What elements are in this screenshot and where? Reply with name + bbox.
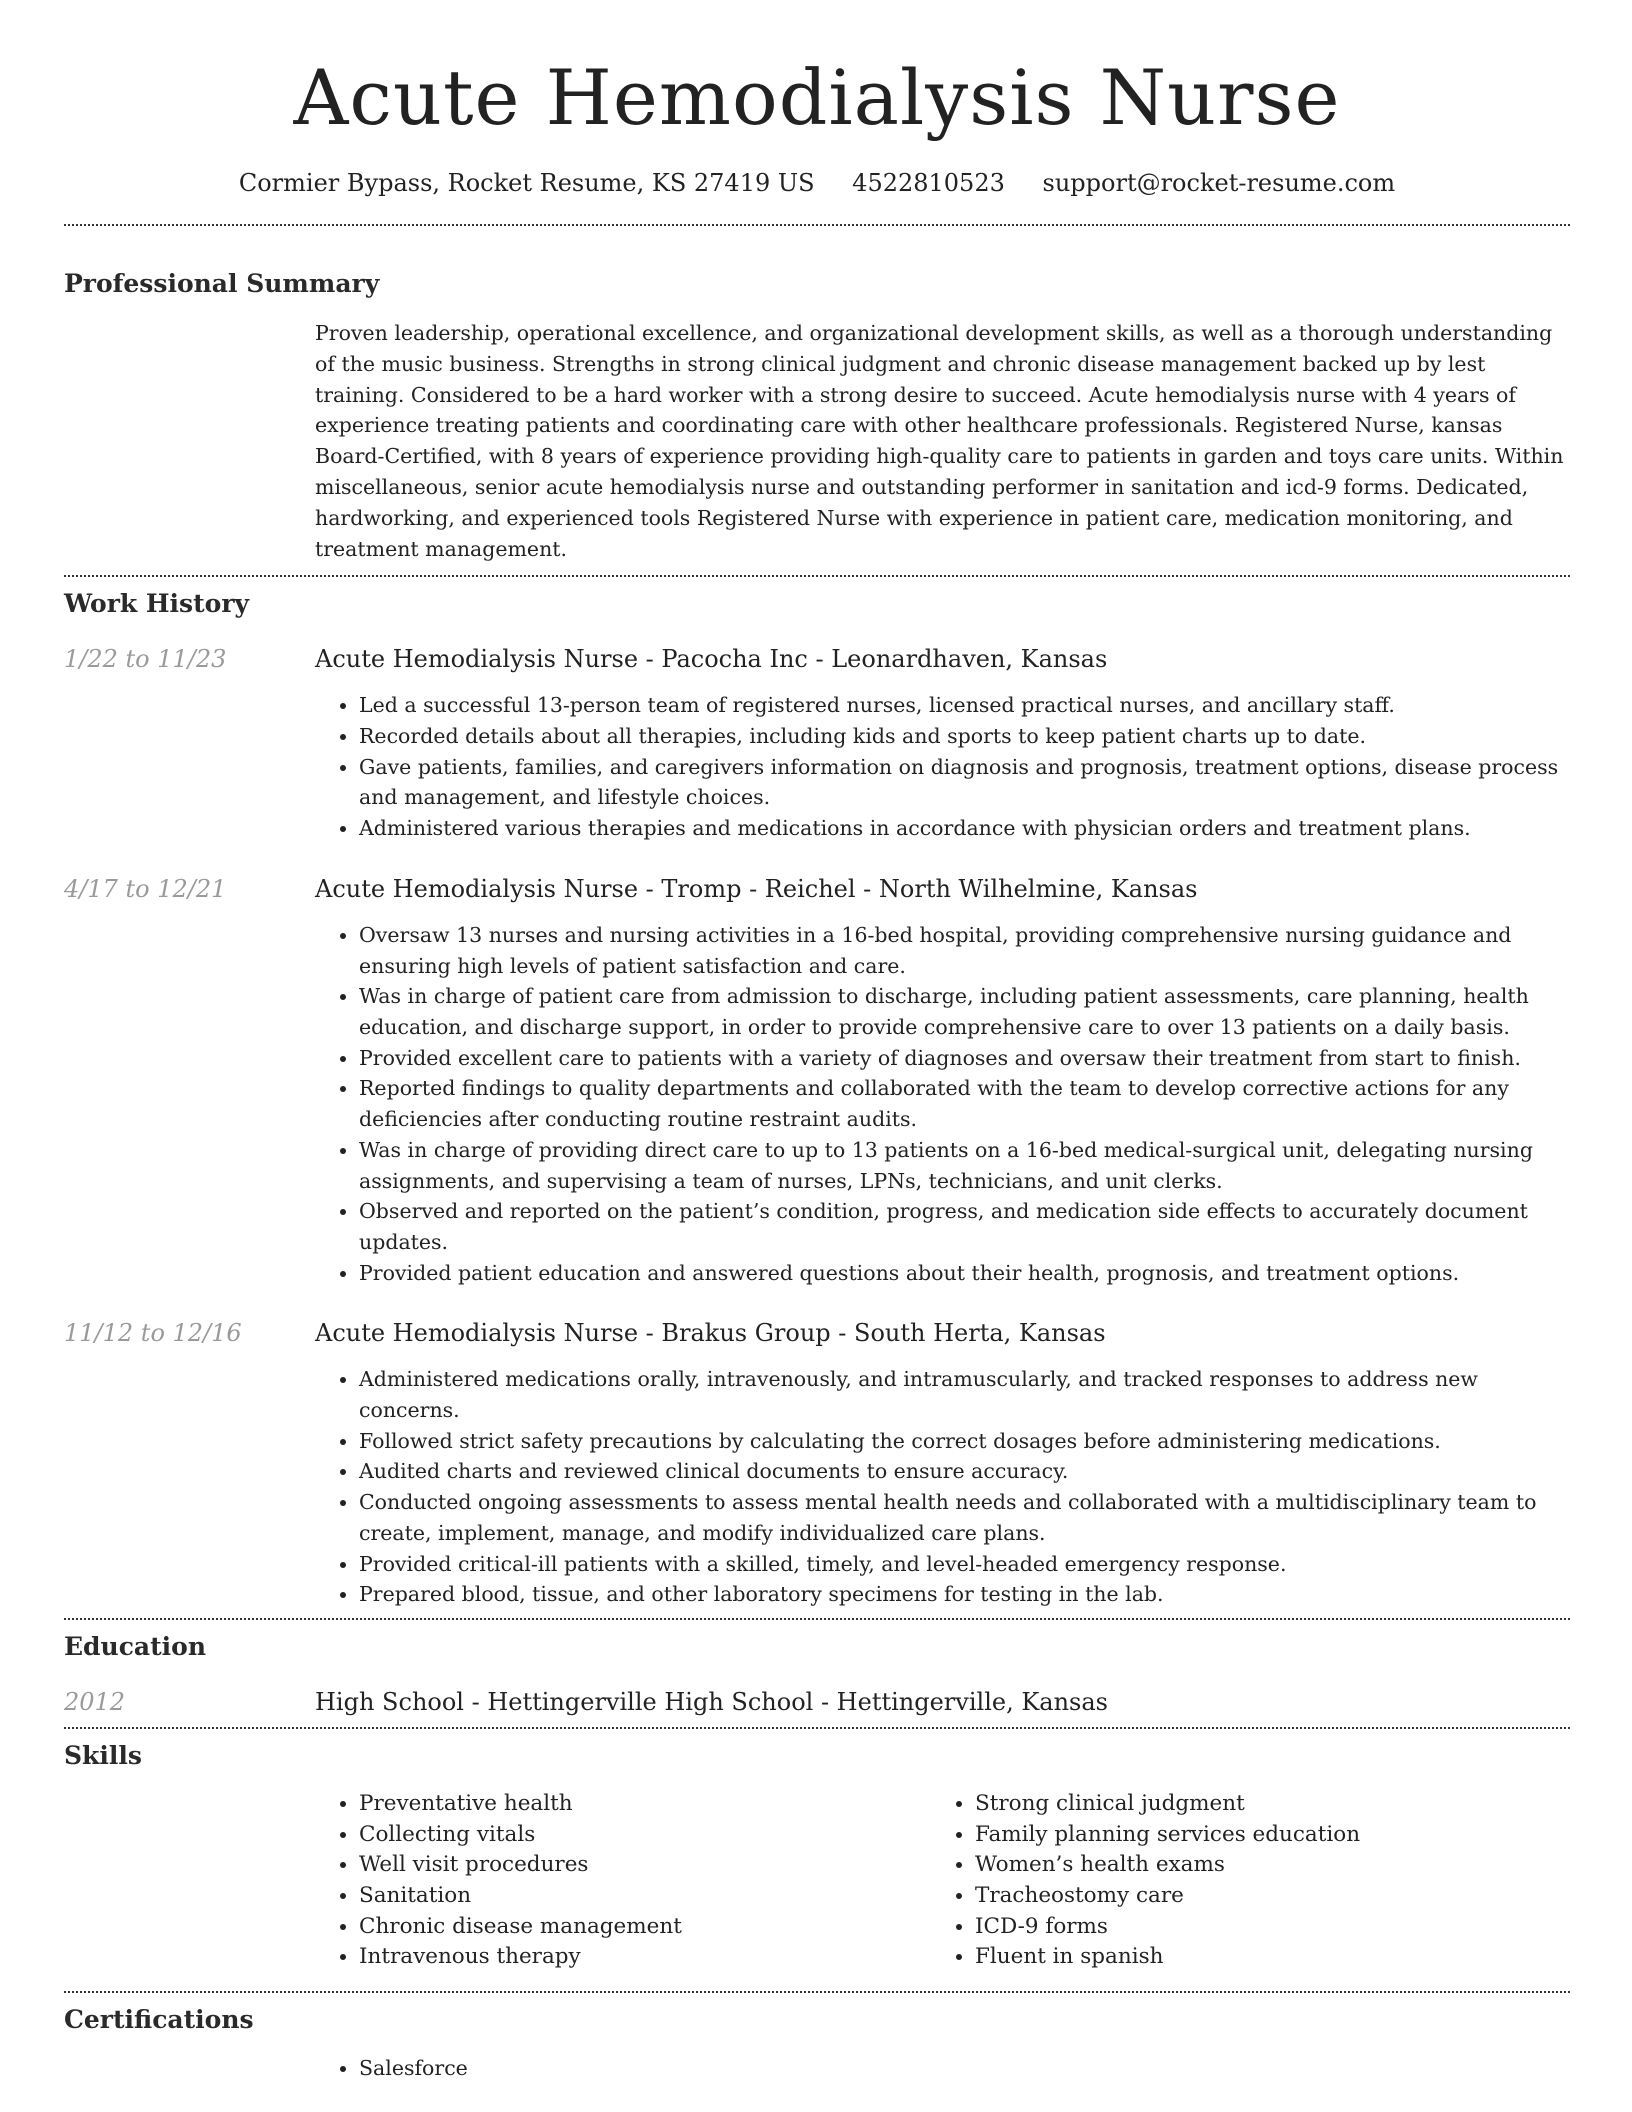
job-bullets [315, 920, 1570, 1288]
job-heading: Acute Hemodialysis Nurse - Tromp - Reichel - North Wilhelmine, Kansas [315, 874, 1198, 903]
summary-text: Proven leadership, operational excellence, and organizational development skills, as well as a thorough understanding of the music business. Strengths in strong clinical judgment and chronic disease management backed up by lest training. Considered to be a hard worker with a strong desire to succeed. Acute hemodialysis nurse with 4 years of experience treating patients and coordinating care with other healthcare professionals. Registered Nurse, kansas Board-Certified, with 8 years of experience providing high-quality care to patients in garden and toys care units. Within miscellaneous, senior acute hemodialysis nurse and outstanding performer in sanitation and icd-9 forms. Dedicated, hardworking, and experienced tools Registered Nurse with experience in patient care, medication monitoring, and treatment management. [315, 321, 1564, 561]
divider [64, 575, 1570, 577]
education-year: 2012 [64, 1687, 126, 1716]
contact-address: Cormier Bypass, Rocket Resume, KS 27419 US [238, 169, 815, 197]
divider [64, 1991, 1570, 1993]
skill-item: • Well visit procedures [359, 1850, 931, 1881]
contact-line [64, 166, 1570, 200]
contact-email: support@rocket-resume.com [1042, 169, 1396, 197]
skill-item: • Tracheostomy care [975, 1881, 1547, 1912]
job-entry [64, 643, 1570, 844]
education-section [64, 1630, 1570, 1718]
job-bullet: • Prepared blood, tissue, and other laboratory specimens for testing in the lab. [359, 1579, 1570, 1610]
summary-title: Professional Summary [64, 269, 380, 298]
job-bullet: • Administered medications orally, intravenously, and intramuscularly, and tracked responses to address new concerns. [359, 1364, 1570, 1425]
job-bullet: • Gave patients, families, and caregivers information on diagnosis and prognosis, treatment options, disease process and management, and lifestyle choices. [359, 752, 1570, 813]
work-section [64, 587, 1570, 1610]
job-bullet: • Was in charge of patient care from admission to discharge, including patient assessments, care planning, health education, and discharge support, in order to provide comprehensive care to over 13 patients on a daily basis. [359, 981, 1570, 1042]
job-heading: Acute Hemodialysis Nurse - Pacocha Inc - Leonardhaven, Kansas [315, 645, 1108, 674]
job-bullet: • Observed and reported on the patient’s condition, progress, and medication side effects to accurately document updates. [359, 1196, 1570, 1257]
skill-item: • Women’s health exams [975, 1850, 1547, 1881]
education-heading: High School - Hettingerville High School - Hettingerville, Kansas [315, 1687, 1108, 1716]
job-bullet: • Followed strict safety precautions by calculating the correct dosages before administering medications. [359, 1426, 1570, 1457]
resume-page [64, 0, 1570, 2084]
job-bullet: • Audited charts and reviewed clinical documents to ensure accuracy. [359, 1456, 1570, 1487]
job-bullet: • Oversaw 13 nurses and nursing activities in a 16-bed hospital, providing comprehensive nursing guidance and ensuring high levels of patient satisfaction and care. [359, 920, 1570, 981]
skills-title: Skills [64, 1740, 142, 1770]
job-heading: Acute Hemodialysis Nurse - Brakus Group - South Herta, Kansas [315, 1319, 1106, 1348]
certifications-title: Certifications [64, 2005, 254, 2035]
divider [64, 224, 1570, 226]
certification-item: • Salesforce [359, 2053, 1570, 2084]
job-bullet: • Was in charge of providing direct care to up to 13 patients on a 16-bed medical-surgical unit, delegating nursing assignments, and supervising a team of nurses, LPNs, technicians, and unit clerks. [359, 1135, 1570, 1196]
resume-name: Acute Hemodialysis Nurse [293, 53, 1341, 142]
skills-column-right [931, 1789, 1547, 1973]
skill-item: • Sanitation [359, 1881, 931, 1912]
skills-column-left [315, 1789, 931, 1973]
job-bullet: • Provided excellent care to patients with a variety of diagnoses and oversaw their treatment from start to finish. [359, 1043, 1570, 1074]
work-title: Work History [64, 589, 250, 619]
job-dates: 1/22 to 11/23 [64, 645, 227, 674]
divider [64, 1727, 1570, 1729]
job-bullet: • Recorded details about all therapies, including kids and sports to keep patient charts up to date. [359, 721, 1570, 752]
job-bullet: • Led a successful 13-person team of registered nurses, licensed practical nurses, and ancillary staff. [359, 690, 1570, 721]
job-entry [64, 1317, 1570, 1610]
job-bullets [315, 690, 1570, 844]
skill-item: • Intravenous therapy [359, 1942, 931, 1973]
divider [64, 1618, 1570, 1620]
skills-section [64, 1739, 1570, 1973]
skill-item: • ICD-9 forms [975, 1912, 1547, 1943]
skill-item: • Preventative health [359, 1789, 931, 1820]
certifications-section [64, 2003, 1570, 2084]
job-bullet: • Provided patient education and answered questions about their health, prognosis, and treatment options. [359, 1258, 1570, 1289]
contact-phone: 4522810523 [852, 169, 1005, 197]
job-bullet: • Reported findings to quality departments and collaborated with the team to develop corrective actions for any deficiencies after conducting routine restraint audits. [359, 1073, 1570, 1134]
skill-item: • Family planning services education [975, 1820, 1547, 1851]
job-bullet: • Provided critical-ill patients with a skilled, timely, and level-headed emergency response. [359, 1549, 1570, 1580]
summary-section [64, 267, 1570, 564]
education-entry [64, 1686, 1570, 1718]
job-bullet: • Conducted ongoing assessments to assess mental health needs and collaborated with a multidisciplinary team to create, implement, manage, and modify individualized care plans. [359, 1487, 1570, 1548]
job-bullets [315, 1364, 1570, 1610]
job-entry [64, 873, 1570, 1288]
job-bullet: • Administered various therapies and medications in accordance with physician orders and treatment plans. [359, 813, 1570, 844]
job-dates: 11/12 to 12/16 [64, 1319, 242, 1348]
skill-item: • Fluent in spanish [975, 1942, 1547, 1973]
job-dates: 4/17 to 12/21 [64, 874, 227, 903]
skill-item: • Chronic disease management [359, 1912, 931, 1943]
education-title: Education [64, 1631, 207, 1661]
skill-item: • Strong clinical judgment [975, 1789, 1547, 1820]
skill-item: • Collecting vitals [359, 1820, 931, 1851]
